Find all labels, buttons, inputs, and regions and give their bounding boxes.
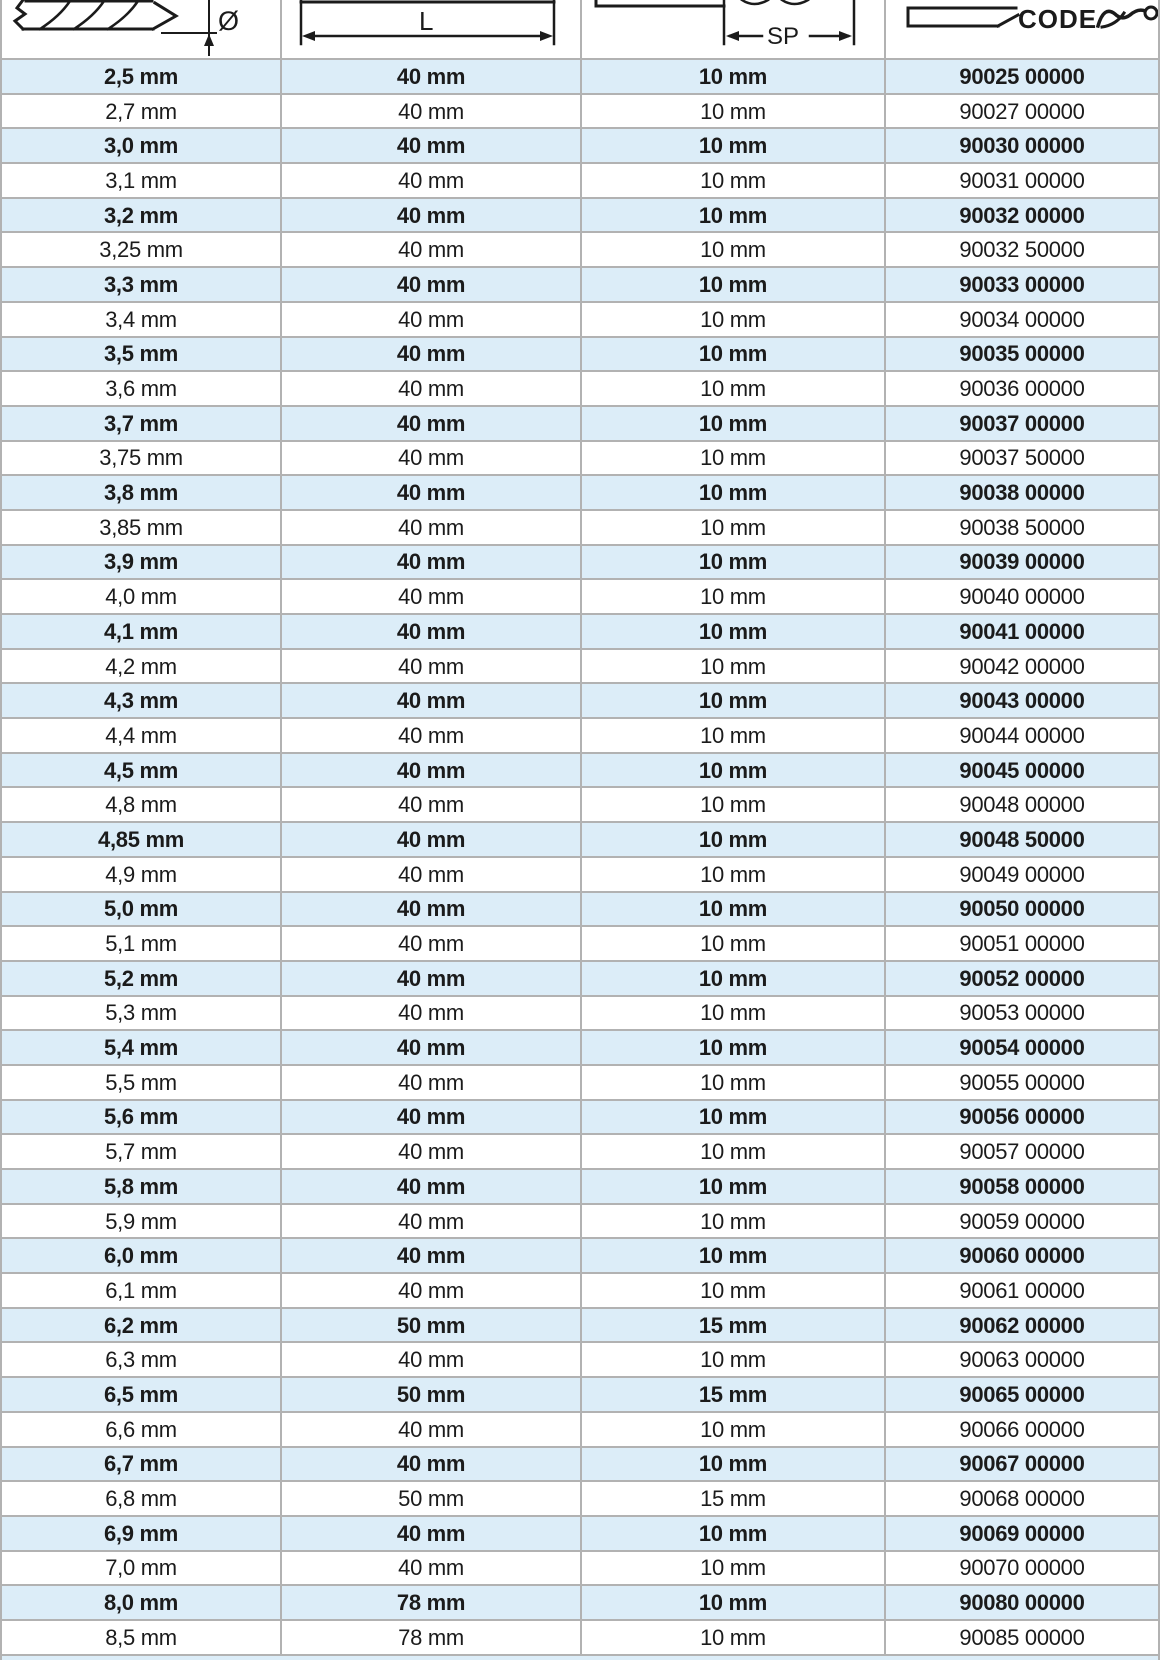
diameter-cell: 4,2 mm — [105, 653, 177, 679]
length-cell: 50 mm — [280, 1378, 580, 1411]
code-cell: 90066 00000 — [884, 1413, 1158, 1446]
table-row — [2, 544, 1158, 579]
diameter-cell: 4,3 mm — [104, 688, 179, 714]
table-row — [2, 648, 1158, 683]
sp-cell: 10 mm — [580, 338, 884, 371]
code-cell: 90062 00000 — [884, 1309, 1158, 1342]
table-row — [2, 1237, 1158, 1272]
code-cell: 90039 00000 — [884, 546, 1158, 579]
code-cell: 90067 00000 — [884, 1448, 1158, 1481]
table-row — [2, 856, 1158, 891]
diameter-cell: 7,0 mm — [105, 1555, 177, 1581]
sp-cell: 10 mm — [580, 268, 884, 301]
table-row — [2, 336, 1158, 371]
table-row — [2, 1203, 1158, 1238]
diameter-cell: 6,2 mm — [104, 1312, 179, 1338]
diameter-cell: 6,3 mm — [105, 1347, 177, 1373]
sp-cell: 10 mm — [580, 95, 884, 128]
diameter-cell: 4,4 mm — [105, 722, 177, 748]
length-cell: 40 mm — [280, 580, 580, 613]
length-cell: 40 mm — [280, 1413, 580, 1446]
code-cell: 90063 00000 — [884, 1343, 1158, 1376]
table-row — [2, 1584, 1158, 1619]
length-cell: 50 mm — [280, 1482, 580, 1515]
table-row — [2, 613, 1158, 648]
table-row — [2, 682, 1158, 717]
diameter-cell: 4,85 mm — [98, 826, 184, 852]
table-row — [2, 1619, 1158, 1654]
table-row — [2, 197, 1158, 232]
code-cell: 90068 00000 — [884, 1482, 1158, 1515]
sp-cell: 10 mm — [580, 442, 884, 475]
length-cell: 40 mm — [280, 1101, 580, 1134]
sp-cell: 10 mm — [580, 1066, 884, 1099]
table-row — [2, 440, 1158, 475]
sp-cell: 10 mm — [580, 1031, 884, 1064]
sp-cell: 10 mm — [580, 476, 884, 509]
sp-cell: 10 mm — [580, 1135, 884, 1168]
sp-cell: 10 mm — [580, 199, 884, 232]
length-cell: 40 mm — [280, 719, 580, 752]
length-cell: 40 mm — [280, 1239, 580, 1272]
sp-cell: 15 mm — [580, 1378, 884, 1411]
sp-cell: 10 mm — [580, 893, 884, 926]
partial-row — [2, 1654, 1158, 1660]
table-row — [2, 1307, 1158, 1342]
diameter-cell: 3,5 mm — [104, 341, 179, 367]
table-row — [2, 891, 1158, 926]
sp-cell: 10 mm — [580, 1239, 884, 1272]
diameter-cell: 5,1 mm — [105, 931, 177, 957]
sp-symbol: SP — [767, 23, 800, 50]
table-row — [2, 266, 1158, 301]
table-row — [2, 1272, 1158, 1307]
sp-cell: 10 mm — [580, 546, 884, 579]
sp-cell: 10 mm — [580, 1274, 884, 1307]
diameter-cell: 6,8 mm — [105, 1486, 177, 1512]
table-row — [2, 474, 1158, 509]
code-cell: 90070 00000 — [884, 1552, 1158, 1585]
code-cell: 90058 00000 — [884, 1170, 1158, 1203]
length-cell: 40 mm — [280, 1205, 580, 1238]
length-cell: 50 mm — [280, 1309, 580, 1342]
sp-cell: 10 mm — [580, 407, 884, 440]
code-cell: 90038 00000 — [884, 476, 1158, 509]
table-row — [2, 925, 1158, 960]
table-row — [2, 1411, 1158, 1446]
sp-cell: 10 mm — [580, 372, 884, 405]
diameter-cell: 3,25 mm — [99, 237, 183, 263]
length-cell: 40 mm — [280, 303, 580, 336]
table-row — [2, 405, 1158, 440]
sp-cell: 10 mm — [580, 997, 884, 1030]
diameter-cell: 6,1 mm — [105, 1277, 177, 1303]
length-cell: 40 mm — [280, 95, 580, 128]
code-cell: 90037 00000 — [884, 407, 1158, 440]
length-cell: 40 mm — [280, 546, 580, 579]
sp-cell: 10 mm — [580, 962, 884, 995]
diameter-cell: 5,5 mm — [105, 1069, 177, 1095]
length-cell: 40 mm — [280, 129, 580, 162]
length-cell: 40 mm — [280, 858, 580, 891]
sp-cell: 10 mm — [580, 1517, 884, 1550]
length-cell: 40 mm — [280, 927, 580, 960]
diameter-cell: 6,6 mm — [105, 1416, 177, 1442]
length-cell: 40 mm — [280, 962, 580, 995]
code-cell: 90045 00000 — [884, 754, 1158, 787]
diameter-cell: 3,75 mm — [99, 445, 183, 471]
length-cell: 78 mm — [280, 1621, 580, 1654]
diameter-cell: 2,7 mm — [105, 98, 177, 124]
table-row — [2, 93, 1158, 128]
table-row — [2, 786, 1158, 821]
code-cell: 90044 00000 — [884, 719, 1158, 752]
sp-cell: 15 mm — [580, 1309, 884, 1342]
sp-cell: 10 mm — [580, 788, 884, 821]
sp-cell: 10 mm — [580, 1343, 884, 1376]
code-diagram — [908, 4, 1157, 34]
sp-cell: 10 mm — [580, 303, 884, 336]
diameter-cell: 4,0 mm — [105, 584, 177, 610]
code-cell: 90057 00000 — [884, 1135, 1158, 1168]
sp-cell: 10 mm — [580, 684, 884, 717]
table-row — [2, 1341, 1158, 1376]
diameter-cell: 4,5 mm — [104, 757, 179, 783]
length-cell: 40 mm — [280, 684, 580, 717]
diameter-cell: 3,8 mm — [104, 480, 179, 506]
table-row — [2, 509, 1158, 544]
table-body — [2, 58, 1158, 1654]
diameter-cell: 3,3 mm — [104, 271, 179, 297]
code-cell: 90060 00000 — [884, 1239, 1158, 1272]
diameter-cell: 6,0 mm — [104, 1243, 179, 1269]
table-row — [2, 1133, 1158, 1168]
diameter-cell: 5,7 mm — [105, 1139, 177, 1165]
sp-cell: 10 mm — [580, 1552, 884, 1585]
sp-cell: 15 mm — [580, 1482, 884, 1515]
table-row — [2, 1099, 1158, 1134]
diameter-cell: 8,5 mm — [105, 1624, 177, 1650]
table-row — [2, 127, 1158, 162]
diameter-cell: 3,0 mm — [104, 133, 179, 159]
sp-cell: 10 mm — [580, 1586, 884, 1619]
length-cell: 40 mm — [280, 997, 580, 1030]
sp-cell: 10 mm — [580, 858, 884, 891]
code-cell: 90052 00000 — [884, 962, 1158, 995]
length-cell: 40 mm — [280, 1066, 580, 1099]
code-cell: 90085 00000 — [884, 1621, 1158, 1654]
length-cell: 40 mm — [280, 1031, 580, 1064]
length-cell: 40 mm — [280, 823, 580, 856]
table-row — [2, 752, 1158, 787]
code-cell: 90030 00000 — [884, 129, 1158, 162]
code-cell: 90048 50000 — [884, 823, 1158, 856]
diameter-cell: 5,2 mm — [104, 965, 179, 991]
drill-diameter-diagram — [15, 0, 239, 55]
diameter-cell: 3,2 mm — [104, 202, 179, 228]
diameter-cell: 5,3 mm — [105, 1000, 177, 1026]
diameter-cell: 3,85 mm — [99, 514, 183, 540]
length-cell: 40 mm — [280, 1135, 580, 1168]
sp-cell: 10 mm — [580, 580, 884, 613]
code-cell: 90069 00000 — [884, 1517, 1158, 1550]
length-cell: 40 mm — [280, 893, 580, 926]
sp-cell: 10 mm — [580, 1448, 884, 1481]
diameter-cell: 6,9 mm — [104, 1520, 179, 1546]
code-cell: 90059 00000 — [884, 1205, 1158, 1238]
code-cell: 90054 00000 — [884, 1031, 1158, 1064]
code-cell: 90061 00000 — [884, 1274, 1158, 1307]
code-cell: 90040 00000 — [884, 580, 1158, 613]
diameter-cell: 2,5 mm — [104, 63, 179, 89]
table-row — [2, 995, 1158, 1030]
table-row — [2, 1064, 1158, 1099]
code-cell: 90049 00000 — [884, 858, 1158, 891]
table-header — [2, 0, 1158, 58]
diameter-cell: 4,1 mm — [104, 618, 179, 644]
length-cell: 40 mm — [280, 1170, 580, 1203]
length-cell: 40 mm — [280, 199, 580, 232]
length-cell: 40 mm — [280, 615, 580, 648]
table-row — [2, 821, 1158, 856]
diameter-cell: 3,4 mm — [105, 306, 177, 332]
length-cell: 40 mm — [280, 1448, 580, 1481]
code-cell: 90051 00000 — [884, 927, 1158, 960]
drill-sp-diagram — [596, 0, 854, 50]
code-cell: 90050 00000 — [884, 893, 1158, 926]
diameter-cell: 4,9 mm — [105, 861, 177, 887]
length-cell: 40 mm — [280, 60, 580, 93]
table-row — [2, 301, 1158, 336]
sp-cell: 10 mm — [580, 1170, 884, 1203]
sp-cell: 10 mm — [580, 650, 884, 683]
diameter-cell: 3,6 mm — [105, 376, 177, 402]
diameter-cell: 6,7 mm — [104, 1451, 179, 1477]
code-cell: 90053 00000 — [884, 997, 1158, 1030]
code-cell: 90032 50000 — [884, 233, 1158, 266]
code-cell: 90035 00000 — [884, 338, 1158, 371]
table-row — [2, 1029, 1158, 1064]
length-cell: 40 mm — [280, 511, 580, 544]
length-cell: 40 mm — [280, 1517, 580, 1550]
diameter-cell: 8,0 mm — [104, 1590, 179, 1616]
sp-cell: 10 mm — [580, 927, 884, 960]
sp-cell: 10 mm — [580, 60, 884, 93]
length-cell: 40 mm — [280, 442, 580, 475]
drill-length-diagram — [301, 0, 554, 44]
code-cell: 90065 00000 — [884, 1378, 1158, 1411]
diameter-cell: 5,9 mm — [105, 1208, 177, 1234]
diameter-cell: 5,0 mm — [104, 896, 179, 922]
table-row — [2, 1480, 1158, 1515]
diameter-cell: 3,1 mm — [105, 167, 177, 193]
length-cell: 40 mm — [280, 338, 580, 371]
table-row — [2, 960, 1158, 995]
length-cell: 78 mm — [280, 1586, 580, 1619]
diameter-symbol: Ø — [218, 6, 240, 36]
sp-cell: 10 mm — [580, 615, 884, 648]
code-cell: 90042 00000 — [884, 650, 1158, 683]
table-row — [2, 1376, 1158, 1411]
diameter-cell: 4,8 mm — [105, 792, 177, 818]
table-row — [2, 231, 1158, 266]
length-cell: 40 mm — [280, 372, 580, 405]
sp-cell: 10 mm — [580, 719, 884, 752]
code-cell: 90056 00000 — [884, 1101, 1158, 1134]
sp-cell: 10 mm — [580, 823, 884, 856]
length-cell: 40 mm — [280, 1274, 580, 1307]
table-row — [2, 1168, 1158, 1203]
diameter-cell: 3,7 mm — [104, 410, 179, 436]
code-cell: 90055 00000 — [884, 1066, 1158, 1099]
code-cell: 90027 00000 — [884, 95, 1158, 128]
header-diagrams — [2, 0, 1160, 58]
length-cell: 40 mm — [280, 1552, 580, 1585]
sp-cell: 10 mm — [580, 1413, 884, 1446]
code-cell: 90048 00000 — [884, 788, 1158, 821]
sp-cell: 10 mm — [580, 164, 884, 197]
length-cell: 40 mm — [280, 1343, 580, 1376]
diameter-cell: 6,5 mm — [104, 1381, 179, 1407]
sp-cell: 10 mm — [580, 129, 884, 162]
code-cell: 90080 00000 — [884, 1586, 1158, 1619]
sp-cell: 10 mm — [580, 1205, 884, 1238]
code-cell: 90037 50000 — [884, 442, 1158, 475]
length-cell: 40 mm — [280, 268, 580, 301]
table-row — [2, 578, 1158, 613]
length-cell: 40 mm — [280, 407, 580, 440]
length-cell: 40 mm — [280, 754, 580, 787]
length-cell: 40 mm — [280, 164, 580, 197]
diameter-cell: 5,8 mm — [104, 1173, 179, 1199]
sp-cell: 10 mm — [580, 1621, 884, 1654]
table-row — [2, 370, 1158, 405]
code-cell: 90033 00000 — [884, 268, 1158, 301]
code-cell: 90043 00000 — [884, 684, 1158, 717]
code-cell: 90032 00000 — [884, 199, 1158, 232]
table-row — [2, 1446, 1158, 1481]
code-cell: 90038 50000 — [884, 511, 1158, 544]
code-cell: 90031 00000 — [884, 164, 1158, 197]
length-cell: 40 mm — [280, 476, 580, 509]
diameter-cell: 5,6 mm — [104, 1104, 179, 1130]
table-row — [2, 717, 1158, 752]
table-row — [2, 1550, 1158, 1585]
length-symbol: L — [419, 6, 434, 36]
diameter-cell: 3,9 mm — [104, 549, 179, 575]
table-row — [2, 1515, 1158, 1550]
length-cell: 40 mm — [280, 650, 580, 683]
diameter-cell: 5,4 mm — [104, 1035, 179, 1061]
code-cell: 90025 00000 — [884, 60, 1158, 93]
sp-cell: 10 mm — [580, 233, 884, 266]
table-row — [2, 58, 1158, 93]
sp-cell: 10 mm — [580, 754, 884, 787]
code-cell: 90041 00000 — [884, 615, 1158, 648]
sp-cell: 10 mm — [580, 511, 884, 544]
length-cell: 40 mm — [280, 233, 580, 266]
code-cell: 90034 00000 — [884, 303, 1158, 336]
table-row — [2, 162, 1158, 197]
code-cell: 90036 00000 — [884, 372, 1158, 405]
sp-cell: 10 mm — [580, 1101, 884, 1134]
code-label: CODE — [1018, 4, 1098, 34]
length-cell: 40 mm — [280, 788, 580, 821]
